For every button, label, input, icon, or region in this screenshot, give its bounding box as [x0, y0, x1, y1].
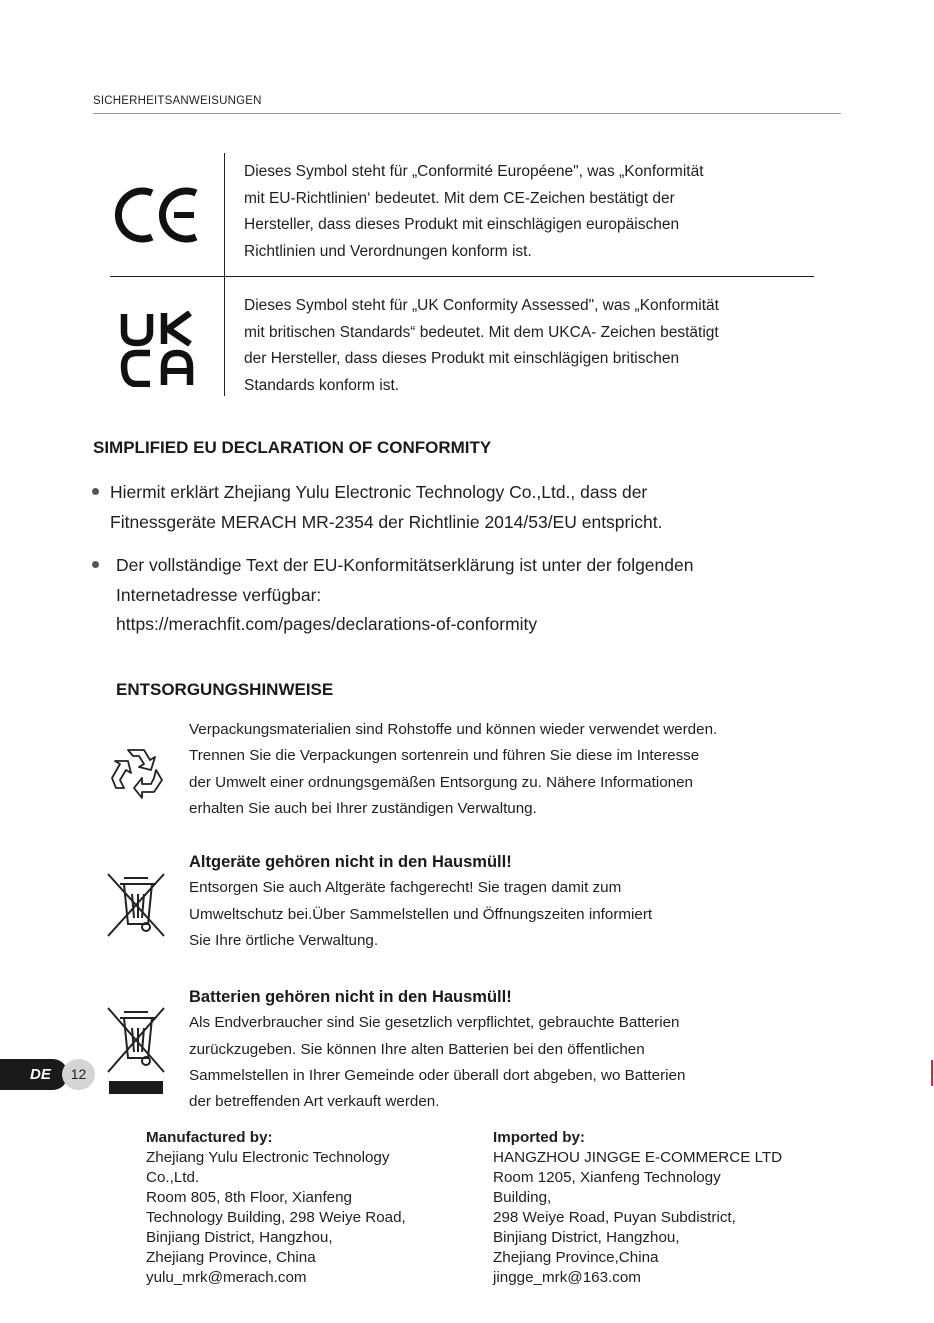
address-line: Binjiang District, Hangzhou,: [493, 1229, 680, 1246]
address-line: Binjiang District, Hangzhou,: [146, 1229, 333, 1246]
address-line: Technology Building, 298 Weiye Road,: [146, 1209, 406, 1226]
manufacturer-heading: Manufactured by:: [146, 1129, 273, 1146]
text-line: erhalten Sie auch bei Ihrer zuständigen Verwaltung.: [189, 799, 537, 817]
importer-email[interactable]: jingge_mrk@163.com: [493, 1269, 641, 1286]
text-line: Verpackungsmaterialien sind Rohstoffe und können wieder verwendet werden.: [189, 721, 718, 738]
header-divider: [93, 113, 841, 114]
text-line: der Hersteller, dass dieses Produkt mit einschlägigen britischen: [244, 350, 680, 367]
text-line: Standards konform ist.: [244, 376, 400, 394]
bullet-dot: [92, 561, 99, 568]
declaration-bullet-1: [110, 478, 662, 537]
edge-marker: [931, 1060, 933, 1086]
crossed-bin-icon: [106, 872, 166, 938]
text-line: Trennen Sie die Verpackungen sortenrein und führen Sie diese im Interesse: [189, 747, 700, 765]
section-title: SICHERHEITSANWEISUNGEN: [93, 95, 262, 107]
text-line: zurückzugeben. Sie können Ihre alten Batterien bei den öffentlichen: [189, 1040, 645, 1058]
address-line: Zhejiang Province,China: [493, 1249, 659, 1266]
crossed-bin-battery-icon: [106, 1006, 166, 1076]
bullet-dot: [92, 488, 99, 495]
address-line: Co.,Ltd.: [146, 1169, 200, 1186]
address-line: Room 1205, Xianfeng Technology: [493, 1169, 721, 1186]
text-line: Internetadresse verfügbar:: [116, 584, 322, 605]
declaration-url[interactable]: https://merachfit.com/pages/declarations-of-conformity: [116, 614, 538, 634]
text-line: mit britischen Standards“ bedeutet. Mit dem UKCA- Zeichen bestätigt: [244, 323, 719, 341]
text-line: Der vollständige Text der EU-Konformitätserklärung ist unter der folgenden: [116, 555, 694, 575]
batteries-block: [189, 984, 685, 1115]
manufacturer-block: [146, 1128, 406, 1288]
importer-heading: Imported by:: [493, 1129, 585, 1146]
importer-block: [493, 1128, 782, 1288]
declaration-title: SIMPLIFIED EU DECLARATION OF CONFORMITY: [93, 438, 492, 457]
address-line: Building,: [493, 1189, 552, 1206]
text-line: der Umwelt einer ordnungsgemäßen Entsorgung zu. Nähere Informationen: [189, 773, 693, 791]
address-line: HANGZHOU JINGGE E-COMMERCE LTD: [493, 1149, 783, 1166]
address-line: Zhejiang Yulu Electronic Technology: [146, 1149, 390, 1166]
text-line: Als Endverbraucher sind Sie gesetzlich verpflichtet, gebrauchte Batterien: [189, 1014, 680, 1032]
declaration-bullet-2: [116, 551, 693, 640]
language-label: DE: [30, 1066, 51, 1083]
ce-mark-icon: [114, 185, 200, 245]
text-line: mit EU-Richtlinien‘ bedeutet. Mit dem CE-Zeichen bestätigt der: [244, 189, 675, 207]
old-devices-heading: Altgeräte gehören nicht in den Hausmüll!: [189, 853, 512, 871]
text-line: Dieses Symbol steht für „Conformité Européene", was „Konformität: [244, 163, 704, 180]
address-line: Zhejiang Province, China: [146, 1249, 316, 1266]
text-line: Hiermit erklärt Zhejiang Yulu Electronic Technology Co.,Ltd., dass der: [110, 482, 648, 502]
text-line: Hersteller, dass dieses Produkt mit einschlägigen europäischen: [244, 216, 680, 233]
batteries-heading: Batterien gehören nicht in den Hausmüll!: [189, 988, 512, 1006]
text-line: Sammelstellen in Ihrer Gemeinde oder überall dort abgeben, wo Batterien: [189, 1066, 686, 1084]
ukca-description: [244, 293, 814, 399]
text-line: der betreffenden Art verkauft werden.: [189, 1093, 440, 1111]
symbols-table-horizontal-divider: [110, 276, 814, 277]
text-line: Richtlinien und Verordnungen konform ist.: [244, 242, 532, 260]
manufacturer-email[interactable]: yulu_mrk@merach.com: [146, 1269, 307, 1286]
text-line: Fitnessgeräte MERACH MR-2354 der Richtlinie 2014/53/EU entspricht.: [110, 511, 663, 532]
text-line: Sie Ihre örtliche Verwaltung.: [189, 931, 379, 949]
address-line: 298 Weiye Road, Puyan Subdistrict,: [493, 1209, 736, 1226]
packaging-text: [189, 717, 717, 822]
text-line: Dieses Symbol steht für „UK Conformity Assessed", was „Konformität: [244, 297, 719, 314]
page-number: 12: [62, 1059, 95, 1090]
battery-bar-icon: [109, 1081, 163, 1094]
ce-description: [244, 159, 814, 265]
symbols-table-vertical-divider: [224, 153, 225, 396]
disposal-title: ENTSORGUNGSHINWEISE: [116, 680, 334, 699]
ukca-mark-icon: [120, 311, 196, 387]
old-devices-block: [189, 849, 652, 954]
recycling-icon: [106, 744, 166, 802]
text-line: Entsorgen Sie auch Altgeräte fachgerecht! Sie tragen damit zum: [189, 879, 622, 897]
address-line: Room 805, 8th Floor, Xianfeng: [146, 1189, 353, 1206]
text-line: Umweltschutz bei.Über Sammelstellen und Öffnungszeiten informiert: [189, 905, 653, 923]
